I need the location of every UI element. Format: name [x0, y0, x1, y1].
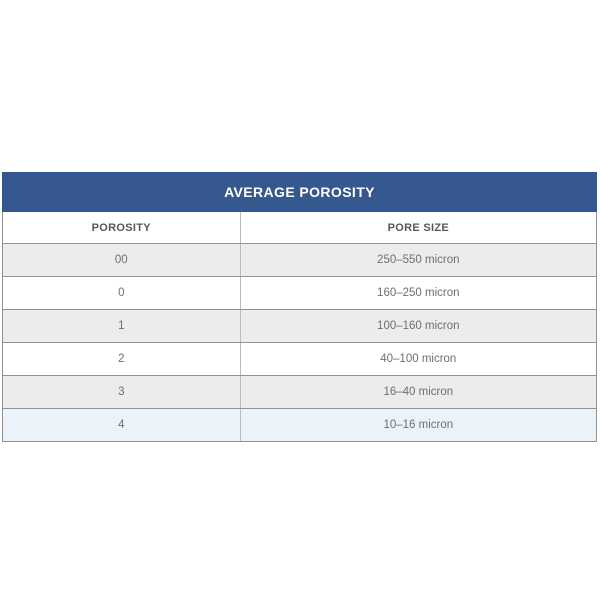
porosity-cell: 4 — [3, 409, 241, 442]
column-header-pore-size: PORE SIZE — [240, 212, 596, 244]
porosity-cell: 00 — [3, 244, 241, 277]
pore-size-cell: 10–16 micron — [240, 409, 596, 442]
column-header-porosity: POROSITY — [3, 212, 241, 244]
porosity-cell: 2 — [3, 343, 241, 376]
table-row — [3, 376, 597, 409]
porosity-cell: 0 — [3, 277, 241, 310]
pore-size-cell: 100–160 micron — [240, 310, 596, 343]
porosity-data-table — [2, 212, 597, 442]
table-header-row — [3, 212, 597, 244]
pore-size-cell: 16–40 micron — [240, 376, 596, 409]
table-row — [3, 310, 597, 343]
table-title: AVERAGE POROSITY — [2, 172, 597, 212]
porosity-table — [2, 172, 597, 442]
pore-size-cell: 40–100 micron — [240, 343, 596, 376]
table-row — [3, 343, 597, 376]
porosity-cell: 1 — [3, 310, 241, 343]
table-row — [3, 277, 597, 310]
table-row — [3, 244, 597, 277]
pore-size-cell: 250–550 micron — [240, 244, 596, 277]
table-row — [3, 409, 597, 442]
pore-size-cell: 160–250 micron — [240, 277, 596, 310]
porosity-cell: 3 — [3, 376, 241, 409]
